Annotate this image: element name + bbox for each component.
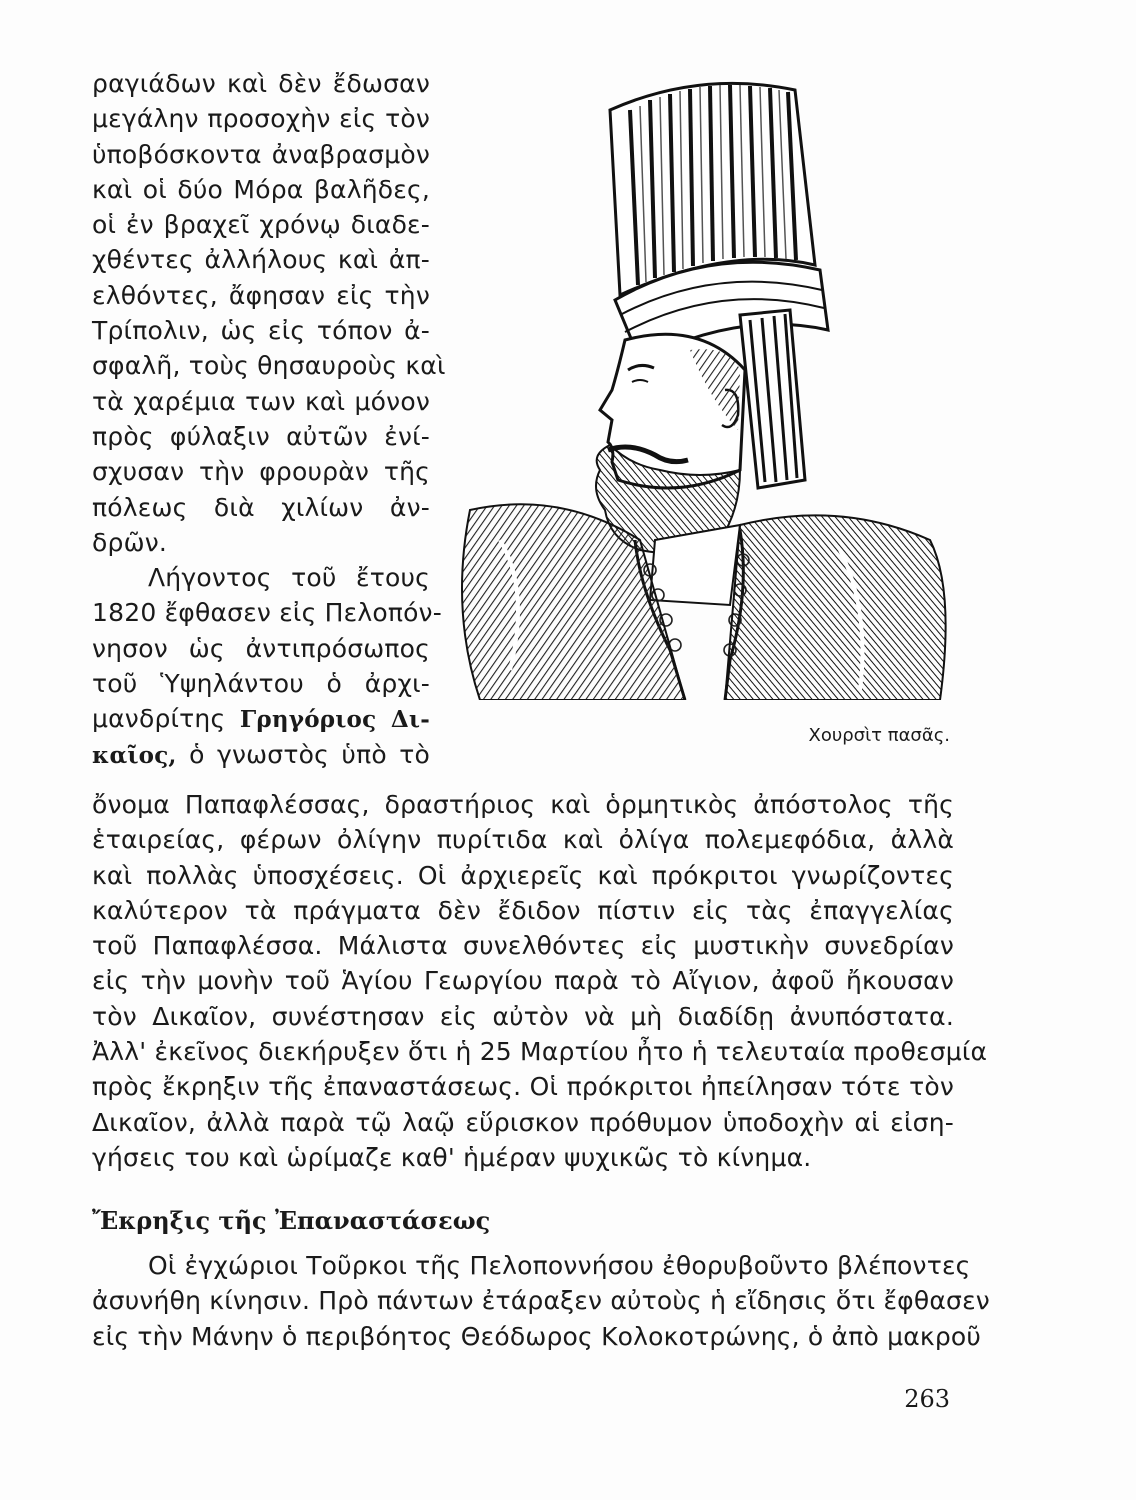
text-line: οἱ ἐν βραχεῖ χρόνῳ διαδε- — [92, 210, 430, 240]
text-line: ὄνομα Παπαφλέσσας, δραστήριος καὶ ὁρμητικὸς ἀπόστολος τῆς — [92, 790, 954, 819]
text-line: δρῶν. — [92, 527, 168, 557]
text-line: Τρίπολιν, ὡς εἰς τόπον ἀ- — [92, 316, 430, 346]
text-line: καὶ πολλὰς ὑποσχέσεις. Οἱ ἀρχιερεῖς καὶ πρόκριτοι γνωρίζοντες — [92, 860, 954, 890]
narrow-text-column — [92, 66, 446, 772]
figure-caption: Χουρσὶτ πασᾶς. — [808, 725, 950, 746]
text-line: εἰς τὴν Μάνην ὁ περιβόητος Θεόδωρος Κολοκοτρώνης, ὁ ἀπὸ μακροῦ — [92, 1321, 982, 1351]
full-width-text — [92, 787, 988, 1175]
bold-name: καῖος, — [92, 741, 177, 769]
text-line: τοῦ Παπαφλέσσα. Μάλιστα συνελθόντες εἰς μυστικὴν συνεδρίαν — [92, 931, 954, 961]
text-line — [92, 701, 430, 736]
paragraph-start-line: Οἱ ἐγχώριοι Τοῦρκοι τῆς Πελοποννήσου ἐθορυβοῦντο βλέποντες — [148, 1251, 971, 1280]
portrait-illustration — [440, 70, 955, 700]
text-line: ελθόντες, ἄφησαν εἰς τὴν — [92, 280, 430, 310]
text-line: τὰ χαρέμια των καὶ μόνον — [92, 386, 430, 416]
text-line: καλύτερον τὰ πράγματα δὲν ἔδιδον πίστιν εἰς τὰς ἐπαγγελίας — [92, 895, 954, 925]
page-number: 263 — [904, 1385, 950, 1413]
line-segment: ὁ γνωστὸς ὑπὸ τὸ — [176, 739, 430, 769]
text-line: ραγιάδων καὶ δὲν ἔδωσαν — [92, 69, 430, 98]
text-line: Δικαῖον, ἀλλὰ παρὰ τῷ λαῷ εὕρισκον πρόθυμον ὑποδοχὴν αἱ εἰση- — [92, 1107, 954, 1137]
text-line: ἀσυνήθη κίνησιν. Πρὸ πάντων ἐτάραξεν αὐτοὺς ἡ εἴδησις ὅτι ἔφθασεν — [92, 1286, 990, 1316]
text-line: σχυσαν τὴν φρουρὰν τῆς — [92, 457, 430, 487]
text-line: ἑταιρείας, φέρων ὀλίγην πυρίτιδα καὶ ὀλίγα πολεμεφόδια, ἀλλὰ — [92, 825, 954, 855]
text-line: χθέντες ἀλλήλους καὶ ἀπ- — [92, 245, 430, 275]
text-line: νησον ὡς ἀντιπρόσωπος — [92, 633, 430, 663]
text-line: πρὸς φύλαξιν αὐτῶν ἐνί- — [92, 421, 430, 451]
text-line: πρὸς ἔκρηξιν τῆς ἐπαναστάσεως. Οἱ πρόκριτοι ἠπείλησαν τότε τὸν — [92, 1072, 954, 1102]
paragraph-start-line: Λήγοντος τοῦ ἔτους — [148, 563, 430, 593]
text-line: Ἀλλ' ἐκεῖνος διεκήρυξεν ὅτι ἡ 25 Μαρτίου ἦτο ἡ τελευταία προθεσμία — [92, 1037, 988, 1067]
section-text — [92, 1248, 990, 1354]
text-line: 1820 ἔφθασεν εἰς Πελοπόν- — [92, 598, 442, 628]
bold-name: Γρηγόριος Δι- — [239, 706, 430, 734]
section-heading: Ἔκρηξις τῆς Ἐπαναστάσεως — [92, 1206, 491, 1235]
text-line: πόλεως διὰ χιλίων ἀν- — [92, 492, 430, 522]
text-line: τὸν Δικαῖον, συνέστησαν εἰς αὐτὸν νὰ μὴ διαδίδῃ ἀνυπόστατα. — [92, 1001, 954, 1031]
text-line — [92, 737, 430, 772]
text-line: γήσεις του καὶ ὡρίμαζε καθ' ἡμέραν ψυχικῶς τὸ κίνημα. — [92, 1142, 812, 1172]
text-line: ὑποβόσκοντα ἀναβρασμὸν — [92, 139, 430, 169]
text-line: μεγάλην προσοχὴν εἰς τὸν — [92, 104, 430, 134]
text-line: σφαλῆ, τοὺς θησαυροὺς καὶ — [92, 351, 446, 381]
line-segment: μανδρίτης — [92, 704, 240, 734]
text-line: καὶ οἱ δύο Μόρα βαλῆδες, — [92, 174, 430, 204]
text-line: τοῦ Ὑψηλάντου ὁ ἀρχι- — [92, 669, 430, 699]
text-line: εἰς τὴν μονὴν τοῦ Ἁγίου Γεωργίου παρὰ τὸ Αἴγιον, ἀφοῦ ἤκουσαν — [92, 966, 954, 996]
